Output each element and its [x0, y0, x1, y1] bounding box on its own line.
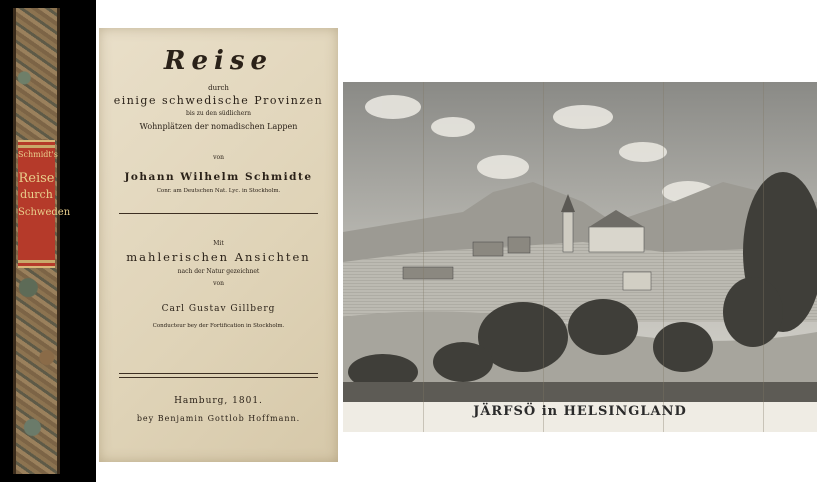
- double-rule: [119, 373, 318, 378]
- artist-info: Conducteur bey der Fortification in Stockholm.: [152, 323, 285, 329]
- artist-name: Carl Gustav Gillberg: [161, 304, 276, 314]
- fold-line: [543, 82, 544, 432]
- title-rule: [119, 213, 318, 214]
- title-durch: durch: [208, 84, 229, 92]
- subtitle-line-2: bis zu den südlichern: [186, 110, 251, 117]
- engraving-plate: [343, 82, 817, 432]
- spine-title-schweden: Schweden: [18, 207, 71, 218]
- spine-band-bottom: [18, 260, 55, 263]
- spine-title-durch: durch: [20, 188, 53, 201]
- landscape-engraving: [343, 82, 817, 402]
- fold-line: [663, 82, 664, 432]
- place-date: Hamburg, 1801.: [174, 396, 263, 406]
- author-info: Conr. am Deutschen Nat. Lyc. in Stockholm.: [156, 188, 281, 194]
- plate-caption: JÄRFSÖ in HELSINGLAND: [473, 404, 687, 419]
- fold-line: [423, 82, 424, 432]
- von-artist: von: [213, 280, 224, 287]
- von-author: von: [213, 154, 224, 161]
- spine-title-reise: Reise: [18, 171, 55, 186]
- book-title: Reise: [163, 46, 274, 76]
- fold-line: [763, 82, 764, 432]
- foreground: [343, 382, 817, 402]
- publisher: bey Benjamin Gottlob Hoffmann.: [136, 414, 301, 423]
- author-name: Johann Wilhelm Schmidte: [124, 171, 313, 183]
- mit-text: Mit: [213, 240, 224, 247]
- illustrations-title: mahlerischen Ansichten: [126, 250, 311, 264]
- subtitle-line-1: einige schwedische Provinzen: [113, 94, 324, 107]
- subtitle-line-3: Wohnplätzen der nomadischen Lappen: [139, 122, 298, 131]
- spine-label: [18, 140, 71, 268]
- spine-band-top: [18, 145, 55, 148]
- nach-natur-text: nach der Natur gezeichnet: [177, 268, 260, 275]
- book-spine: [13, 8, 71, 474]
- title-page: [99, 28, 338, 462]
- spine-author: Schmidt's: [18, 150, 58, 159]
